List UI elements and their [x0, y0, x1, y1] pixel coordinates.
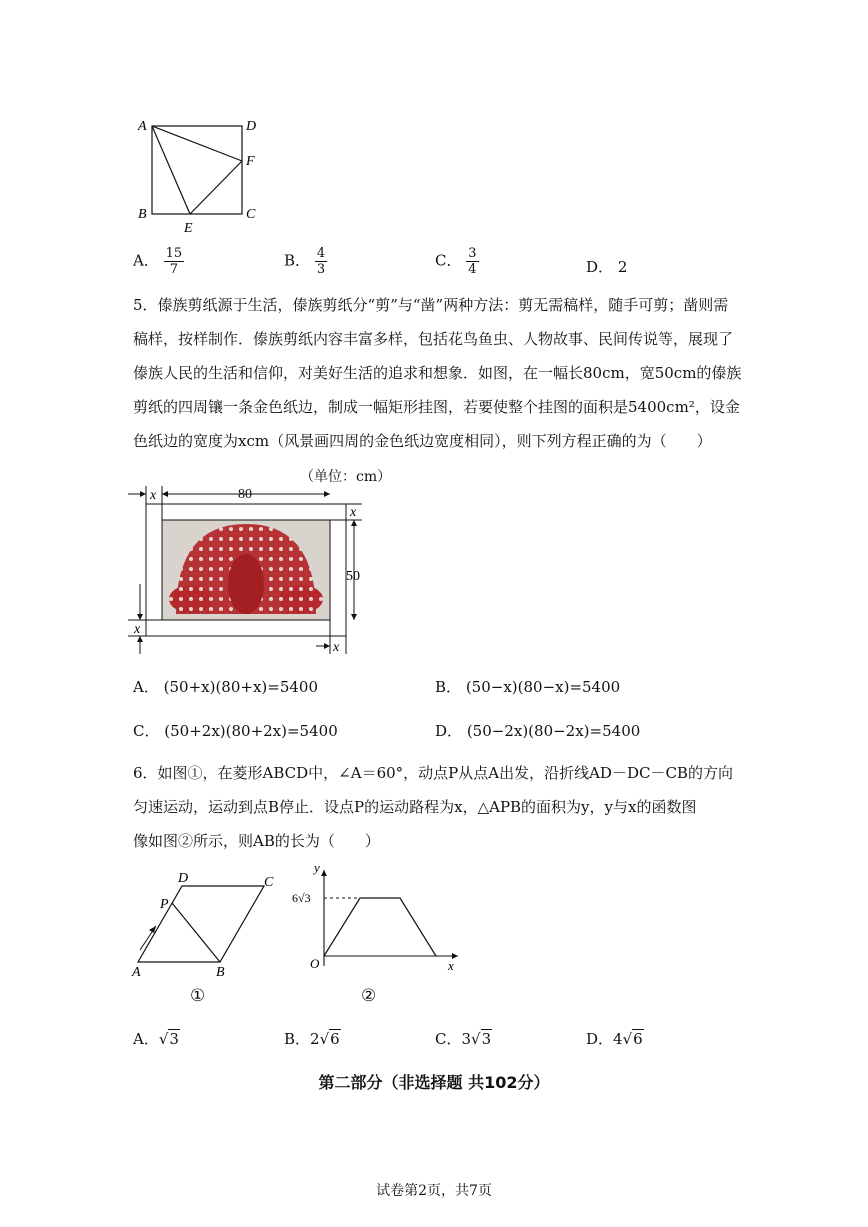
option-label: D． — [586, 258, 614, 276]
q4-label-a: A — [138, 119, 147, 134]
option-expression: (50−x)(80−x)=5400 — [465, 678, 621, 696]
radicand: 6 — [330, 1030, 340, 1048]
q5-option-d[interactable] — [435, 720, 640, 741]
q5-option-b[interactable] — [435, 676, 620, 697]
q4-label-c: C — [246, 207, 256, 222]
section-title: 第二部分（非选择题 共102分） — [318, 1073, 550, 1092]
option-label: B． — [284, 251, 311, 270]
q5-dim-x-top: x — [150, 488, 157, 503]
q5-unit-label: （单位：cm） — [300, 469, 392, 485]
q6-option-a[interactable]: A．√3 — [133, 1030, 179, 1048]
q5-dim-x-right: x — [350, 505, 357, 520]
option-label: B． — [284, 1030, 311, 1048]
q4-option-d[interactable] — [586, 256, 627, 277]
q6-origin: O — [310, 956, 320, 971]
fraction: $\frac{3}{4}$ — [468, 246, 477, 277]
q4-label-d: D — [246, 119, 257, 134]
text-line: 剪纸的四周镶一条金色纸边，制成一幅矩形挂图，若要使整个挂图的面积是5400cm²，设金 — [133, 398, 740, 416]
q6-label-b: B — [216, 965, 225, 980]
q4-label-b: B — [138, 207, 147, 222]
q5-dim-x-left: x — [134, 622, 141, 637]
text-line: 色纸边的宽度为xcm（风景画四周的金色纸边宽度相同），则下列方程正确的为（ ） — [133, 432, 712, 450]
text-line: 像如图②所示，则AB的长为（ ） — [133, 832, 380, 850]
q6-fig1-caption: ① — [190, 986, 206, 1006]
q6-peak-label: 6√3 — [292, 891, 311, 905]
text-line: 5．傣族剪纸源于生活，傣族剪纸分“剪”与“凿”两种方法：剪无需稿样，随手可剪；凿则需 — [133, 296, 729, 314]
q6-fig2-caption: ② — [361, 986, 377, 1006]
q5-dim-length: 80 — [238, 487, 252, 502]
q6-label-d: D — [178, 871, 189, 886]
option-label: A． — [133, 1030, 159, 1048]
q6-label-a: A — [132, 965, 141, 980]
option-label: B． — [435, 678, 462, 696]
q4-label-f: F — [246, 154, 255, 169]
radicand: 3 — [481, 1030, 492, 1048]
q6-axis-y: y — [314, 862, 320, 875]
q6-option-b[interactable]: B．2√6 — [284, 1030, 340, 1048]
fraction: $\frac{15}{7}$ — [165, 246, 183, 277]
q5-option-a[interactable] — [133, 676, 318, 697]
q4-option-a[interactable] — [133, 246, 184, 277]
q6-axis-x: x — [448, 958, 454, 973]
option-label: C． — [133, 722, 160, 740]
fraction: $\frac{4}{3}$ — [316, 246, 326, 277]
text-line: 6．如图①，在菱形ABCD中，∠A＝60°，动点P从点A出发，沿折线AD－DC－CB的方向 — [133, 764, 733, 782]
q5-question-text — [133, 288, 753, 458]
q6-label-p: P — [160, 897, 169, 912]
radicand: 6 — [633, 1030, 643, 1048]
option-label: C． — [435, 251, 462, 270]
option-label: D． — [435, 722, 463, 740]
q5-papercut-figure — [126, 484, 366, 656]
q5-dim-width: 50 — [346, 569, 360, 584]
option-label: A． — [133, 251, 159, 270]
option-label: C． — [435, 1030, 462, 1048]
option-label: D． — [586, 1030, 614, 1048]
text-line: 匀速运动，运动到点B停止．设点P的运动路程为x，△APB的面积为y，y与x的函数图 — [133, 798, 697, 816]
option-expression: (50−2x)(80−2x)=5400 — [466, 722, 641, 740]
q4-square-figure — [130, 112, 270, 237]
text-line: 稿样，按样制作．傣族剪纸内容丰富多样，包括花鸟鱼虫、人物故事、民间传说等，展现了 — [133, 330, 734, 348]
option-label: A． — [133, 678, 159, 696]
q4-option-b[interactable] — [284, 246, 327, 277]
radicand: 3 — [169, 1030, 179, 1048]
q6-label-c: C — [264, 875, 274, 890]
q6-rhombus-figure — [130, 870, 280, 980]
q5-option-c[interactable] — [133, 720, 338, 741]
q4-label-e: E — [184, 221, 193, 236]
option-value: 2 — [617, 258, 628, 276]
option-expression: (50+x)(80+x)=5400 — [163, 678, 319, 696]
graph-line — [324, 898, 436, 956]
q4-option-c[interactable] — [435, 246, 479, 277]
option-expression: (50+2x)(80+2x)=5400 — [164, 722, 338, 740]
page-footer: 试卷第2页，共7页 — [376, 1183, 492, 1199]
text-line: 傣族人民的生活和信仰，对美好生活的追求和想象．如图，在一幅长80cm，宽50cm的傣族 — [133, 364, 742, 382]
q6-option-c[interactable]: C．3√3 — [435, 1030, 492, 1048]
q6-function-graph — [288, 862, 468, 977]
q6-question-text — [133, 756, 753, 858]
q5-dim-x-bottom: x — [333, 640, 340, 655]
q6-option-d[interactable]: D．4√6 — [586, 1030, 643, 1048]
